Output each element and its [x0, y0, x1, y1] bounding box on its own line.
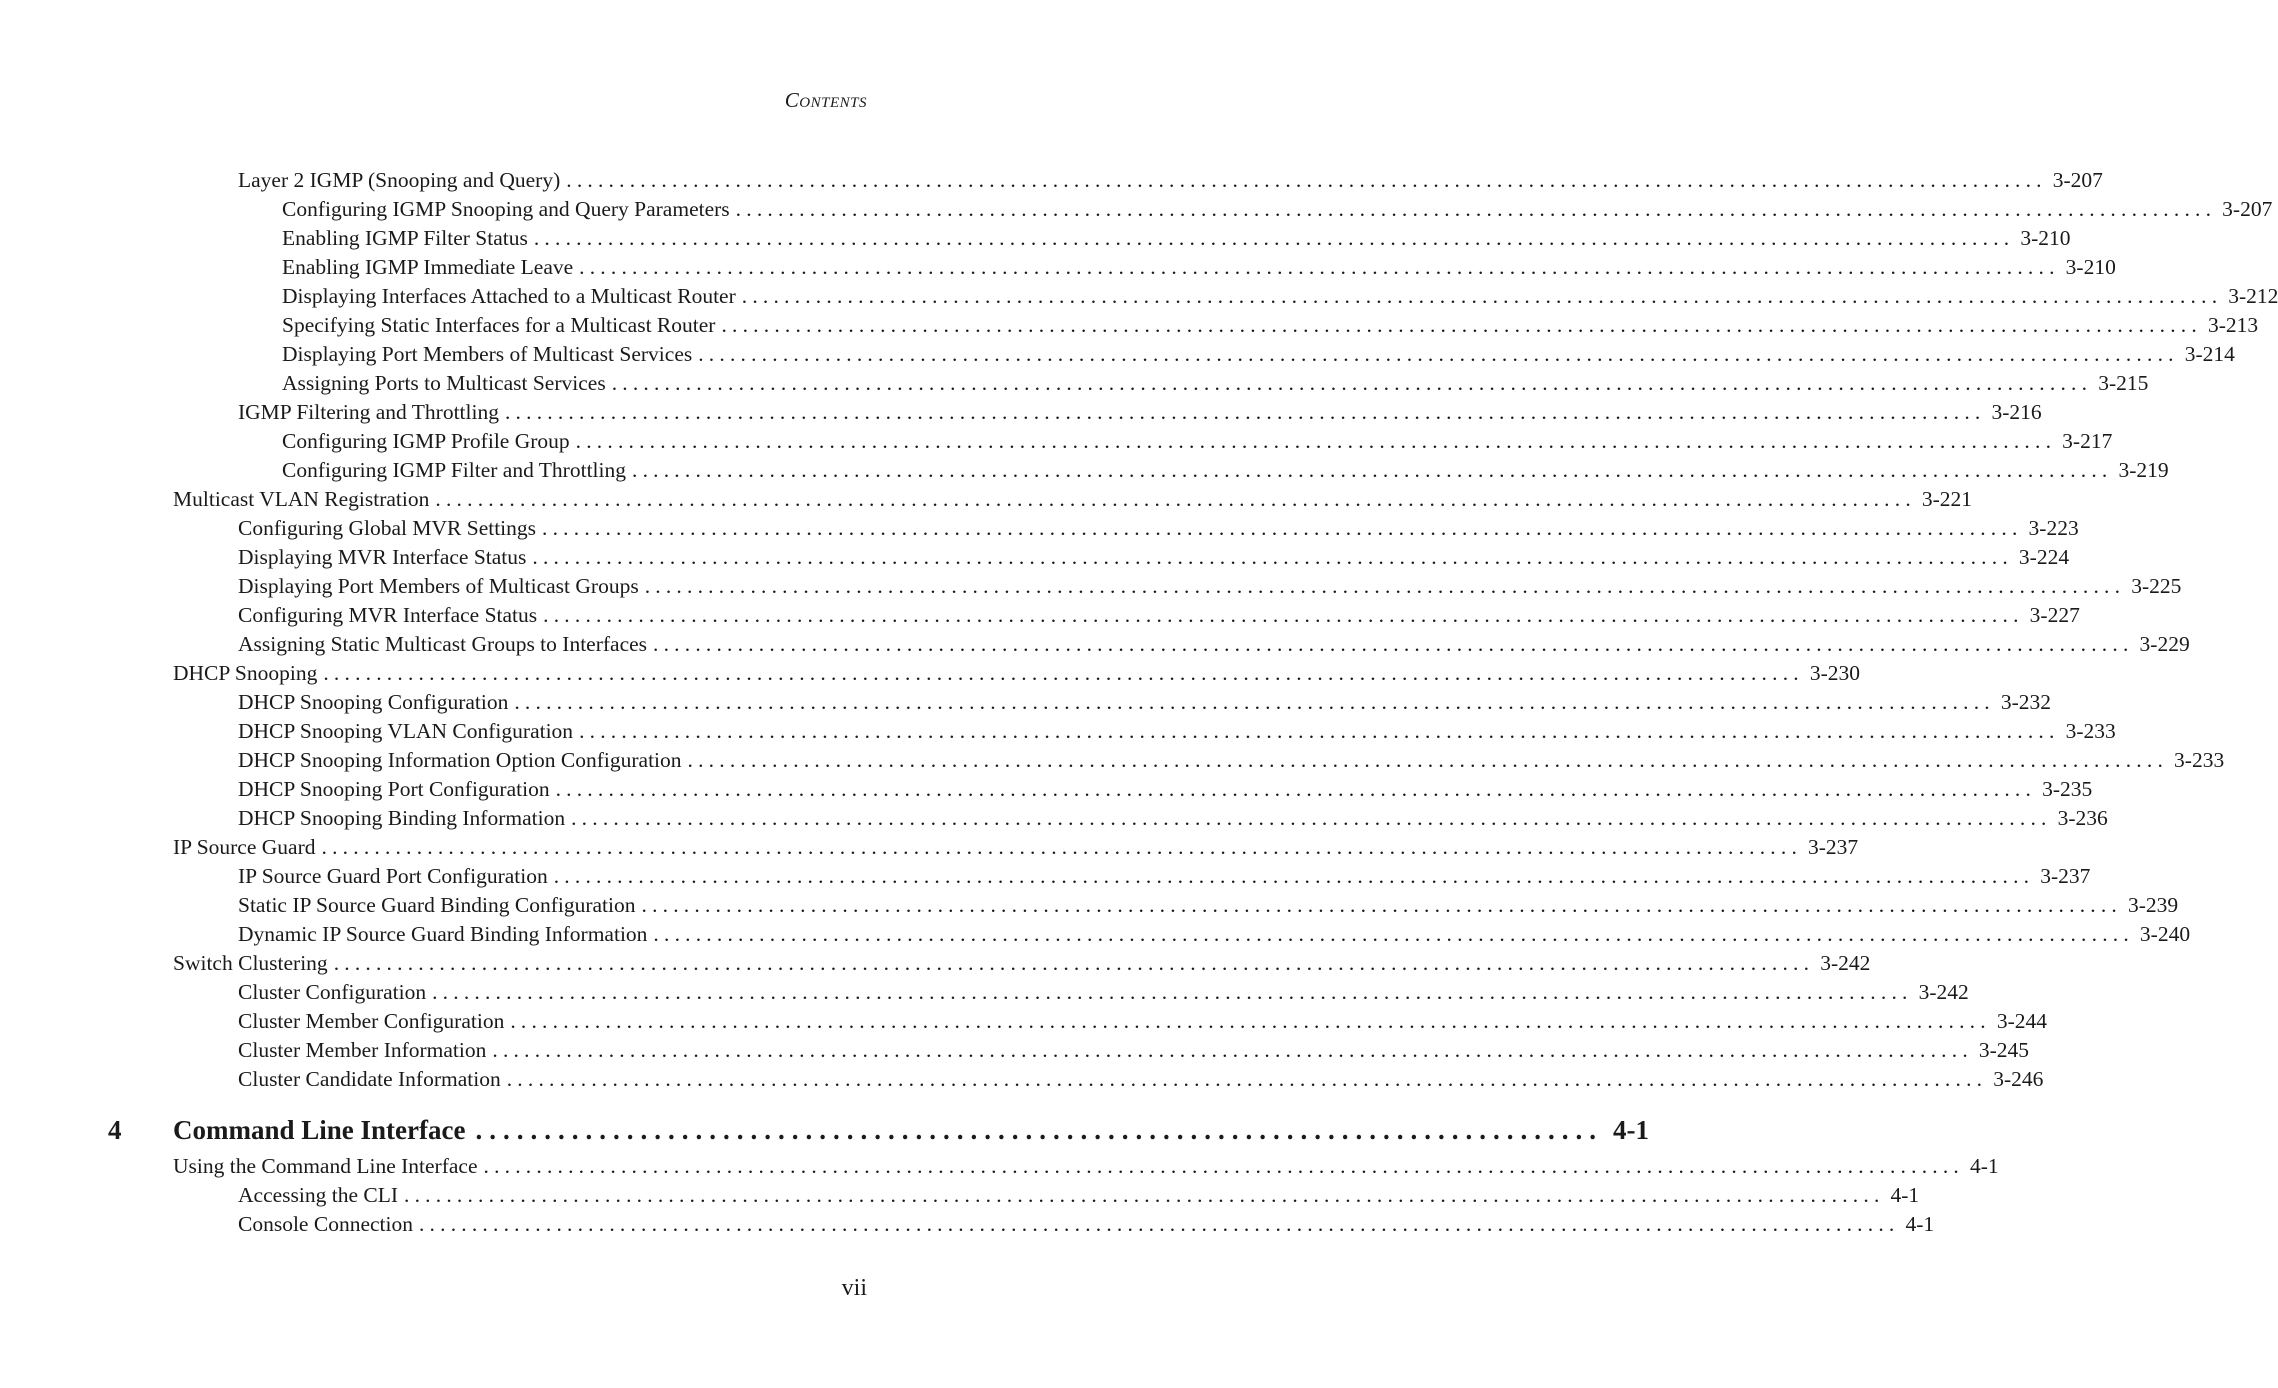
toc-entry[interactable] — [282, 340, 2235, 369]
dot-leader: ............................................................................................................................................ — [653, 922, 2134, 946]
toc-entry-page: 3-217 — [2062, 429, 2113, 453]
toc-entry[interactable] — [238, 775, 2093, 804]
toc-entry-title: Configuring IGMP Filter and Throttling — [282, 458, 626, 482]
toc-entry[interactable] — [282, 369, 2149, 398]
toc-entry-title: Layer 2 IGMP (Snooping and Query) — [238, 168, 561, 192]
toc-entry-title: Assigning Ports to Multicast Services — [282, 371, 606, 395]
toc-entry-page: 3-246 — [1993, 1067, 2044, 1091]
dot-leader: ............................................................................................................................................ — [611, 371, 2093, 395]
dot-leader: ............................................................................................................................................ — [553, 864, 2035, 888]
toc-entry[interactable] — [173, 1152, 1999, 1181]
toc-entry[interactable] — [173, 833, 1859, 862]
toc-entry-page: 3-237 — [1808, 835, 1859, 859]
toc-entry-title: IP Source Guard Port Configuration — [238, 864, 548, 888]
toc-entry-page: 3-216 — [1991, 400, 2042, 424]
toc-entry-page: 3-230 — [1809, 661, 1861, 685]
dot-leader: ............................................................................................................................................ — [641, 893, 2122, 917]
toc-entry-page: 3-242 — [1918, 980, 1969, 1004]
dot-leader: ............................................................................................................................................ — [321, 835, 1803, 859]
chapter-heading[interactable] — [108, 1113, 1649, 1147]
dot-leader: ............................................................................................................................................ — [510, 1009, 1991, 1033]
toc-entry-title: Assigning Static Multicast Groups to Interfaces — [238, 632, 648, 656]
toc-entry-title: DHCP Snooping Configuration — [238, 690, 509, 714]
toc-entry-title: Cluster Configuration — [238, 980, 427, 1004]
toc-entry-page: 4-1 — [1970, 1154, 1999, 1178]
toc-entry-page: 3-237 — [2040, 864, 2091, 888]
toc-entry[interactable] — [282, 224, 2071, 253]
dot-leader: ............................................................................................................................................ — [644, 574, 2126, 598]
toc-entry-title: IGMP Filtering and Throttling — [238, 400, 499, 424]
chapter-title: Command Line Interface — [173, 1115, 466, 1145]
toc-entry-page: 3-244 — [1996, 1009, 2047, 1033]
dot-leader: ............................................................................................................................................ — [735, 197, 2217, 221]
toc-entry[interactable] — [238, 572, 2182, 601]
toc-entry[interactable] — [238, 1181, 1920, 1210]
dot-leader: ............................................................................................................................................ — [579, 719, 2060, 743]
toc-entry-page: 3-233 — [2174, 748, 2225, 772]
toc-entry-title: Dynamic IP Source Guard Binding Information — [238, 922, 648, 946]
toc-entry-page: 3-213 — [2207, 313, 2259, 337]
dot-leader: ............................................................................................................................................ — [542, 516, 2023, 540]
toc-entry-title: Console Connection — [238, 1212, 413, 1236]
toc-entry[interactable] — [238, 891, 2179, 920]
dot-leader: ............................................................................................................................................ — [514, 690, 1995, 714]
dot-leader: ............................................................................................................................................ — [566, 168, 2047, 192]
toc-entry-page: 3-219 — [2118, 458, 2169, 482]
dot-leader: ............................................................................................................................................ — [571, 806, 2052, 830]
toc-entry[interactable] — [238, 746, 2225, 775]
toc-entry[interactable] — [238, 978, 1969, 1007]
toc-entry[interactable] — [173, 485, 1973, 514]
toc-entry[interactable] — [282, 253, 2116, 282]
dot-leader: ............................................................................................................................................ — [432, 980, 1913, 1004]
dot-leader: ............................................................................................................................................ — [721, 313, 2202, 337]
toc-entry-page: 3-239 — [2128, 893, 2179, 917]
toc-entry[interactable] — [238, 514, 2079, 543]
dot-leader: ............................................................................................................................................ — [483, 1154, 1964, 1178]
toc-entry-page: 3-210 — [2065, 255, 2116, 279]
toc-entry[interactable] — [238, 166, 2103, 195]
toc-entry-title: DHCP Snooping VLAN Configuration — [238, 719, 574, 743]
toc-entry[interactable] — [238, 630, 2190, 659]
dot-leader: ............................................................................................................................................ — [555, 777, 2037, 801]
running-header: Contents — [784, 88, 867, 112]
toc-entry-page: 3-223 — [2028, 516, 2079, 540]
toc-entry-title: Switch Clustering — [173, 951, 328, 975]
dot-leader: ............................................................................................................................................ — [532, 545, 2013, 569]
toc-entry-page: 3-224 — [2018, 545, 2070, 569]
toc-entry[interactable] — [282, 456, 2169, 485]
toc-entry[interactable] — [173, 949, 1871, 978]
dot-leader: ............................................................................................................................................ — [579, 255, 2060, 279]
toc-entry-page: 3-235 — [2042, 777, 2093, 801]
toc-entry[interactable] — [282, 427, 2113, 456]
toc-entry-title: Multicast VLAN Registration — [173, 487, 430, 511]
toc-entry-page: 3-232 — [2000, 690, 2052, 714]
toc-entry[interactable] — [238, 1007, 2047, 1036]
toc-entry[interactable] — [238, 920, 2191, 949]
toc-entry[interactable] — [238, 804, 2108, 833]
toc-entry[interactable] — [238, 601, 2080, 630]
toc-entry-title: Enabling IGMP Filter Status — [282, 226, 528, 250]
toc-entry-title: Accessing the CLI — [238, 1183, 399, 1207]
toc-entry-title: Displaying Port Members of Multicast Services — [282, 342, 693, 366]
toc-entry-title: Enabling IGMP Immediate Leave — [282, 255, 574, 279]
dot-leader: ............................................................................................................................................ — [575, 429, 2057, 453]
toc-entry-page: 3-240 — [2139, 922, 2191, 946]
toc-entry-title: IP Source Guard — [173, 835, 316, 859]
dot-leader: ............................................................................................................................................ — [492, 1038, 1973, 1062]
toc-entry-page: 3-210 — [2020, 226, 2071, 250]
dot-leader: ............................................................................................................................................ — [404, 1183, 1885, 1207]
toc-entry-title: Displaying Interfaces Attached to a Multicast Router — [282, 284, 736, 308]
toc-entry-page: 3-229 — [2139, 632, 2190, 656]
toc-entry[interactable] — [173, 659, 1861, 688]
dot-leader: ............................................................................................................................................ — [418, 1212, 1900, 1236]
toc-entry[interactable] — [282, 282, 2278, 311]
toc-entry[interactable] — [238, 688, 2052, 717]
toc-entry[interactable] — [238, 1210, 1935, 1239]
dot-leader: ............................................................................................................................................ — [323, 661, 1804, 685]
toc-entry-title: DHCP Snooping Binding Information — [238, 806, 566, 830]
toc-entry-title: Configuring IGMP Profile Group — [282, 429, 570, 453]
toc-entry-title: Configuring Global MVR Settings — [238, 516, 537, 540]
toc-entry-title: Using the Command Line Interface — [173, 1154, 478, 1178]
toc-entry-page: 3-236 — [2057, 806, 2108, 830]
toc-entry[interactable] — [238, 862, 2091, 891]
dot-leader: ............................................................................................................................................ — [687, 748, 2169, 772]
toc-entry-title: Cluster Member Information — [238, 1038, 487, 1062]
toc-entry[interactable] — [238, 543, 2070, 572]
dot-leader: .................................................................................. — [475, 1115, 1603, 1145]
toc-entry-title: DHCP Snooping Port Configuration — [238, 777, 550, 801]
dot-leader: ............................................................................................................................................ — [533, 226, 2015, 250]
toc-entry-page: 3-207 — [2052, 168, 2103, 192]
toc-entry-title: Specifying Static Interfaces for a Multicast Router — [282, 313, 716, 337]
chapter-page-number: 4-1 — [1612, 1115, 1649, 1145]
dot-leader: ............................................................................................................................................ — [543, 603, 2024, 627]
dot-leader: ............................................................................................................................................ — [333, 951, 1815, 975]
toc-entry[interactable] — [282, 311, 2259, 340]
toc-entry[interactable] — [282, 195, 2273, 224]
toc-entry[interactable] — [238, 717, 2116, 746]
toc-entry[interactable] — [238, 1036, 2030, 1065]
toc-entry-title: Configuring MVR Interface Status — [238, 603, 538, 627]
toc-entry-title: DHCP Snooping Information Option Configuration — [238, 748, 682, 772]
toc-entry-page: 3-227 — [2029, 603, 2080, 627]
toc-entry-title: Displaying Port Members of Multicast Groups — [238, 574, 639, 598]
toc-entry-page: 3-225 — [2131, 574, 2182, 598]
toc-entry-page: 3-215 — [2098, 371, 2149, 395]
dot-leader: ............................................................................................................................................ — [632, 458, 2113, 482]
toc-entry-page: 3-212 — [2228, 284, 2278, 308]
dot-leader: ............................................................................................................................................ — [506, 1067, 1988, 1091]
dot-leader: ............................................................................................................................................ — [653, 632, 2134, 656]
toc-entry-title: Configuring IGMP Snooping and Query Parameters — [282, 197, 730, 221]
toc-entry-title: DHCP Snooping — [173, 661, 318, 685]
toc-entry-page: 3-207 — [2222, 197, 2273, 221]
dot-leader: ............................................................................................................................................ — [504, 400, 1986, 424]
dot-leader: ............................................................................................................................................ — [435, 487, 1916, 511]
dot-leader: ............................................................................................................................................ — [741, 284, 2223, 308]
toc-entry-title: Cluster Member Configuration — [238, 1009, 505, 1033]
chapter-number: 4 — [108, 1115, 122, 1145]
toc-entry[interactable] — [238, 398, 2042, 427]
toc-entry-title: Displaying MVR Interface Status — [238, 545, 527, 569]
page-number: vii — [841, 1275, 867, 1301]
toc-entry-page: 3-233 — [2065, 719, 2116, 743]
toc-entry[interactable] — [238, 1065, 2044, 1094]
toc-entry-page: 3-242 — [1820, 951, 1871, 975]
toc-entry-title: Cluster Candidate Information — [238, 1067, 501, 1091]
toc-entry-page: 3-221 — [1921, 487, 1973, 511]
toc-entry-page: 4-1 — [1890, 1183, 1920, 1207]
toc-entry-page: 4-1 — [1905, 1212, 1935, 1236]
toc-entry-title: Static IP Source Guard Binding Configuration — [238, 893, 636, 917]
toc-entry-page: 3-214 — [2184, 342, 2235, 366]
toc-entry-page: 3-245 — [1978, 1038, 2030, 1062]
dot-leader: ............................................................................................................................................ — [698, 342, 2179, 366]
